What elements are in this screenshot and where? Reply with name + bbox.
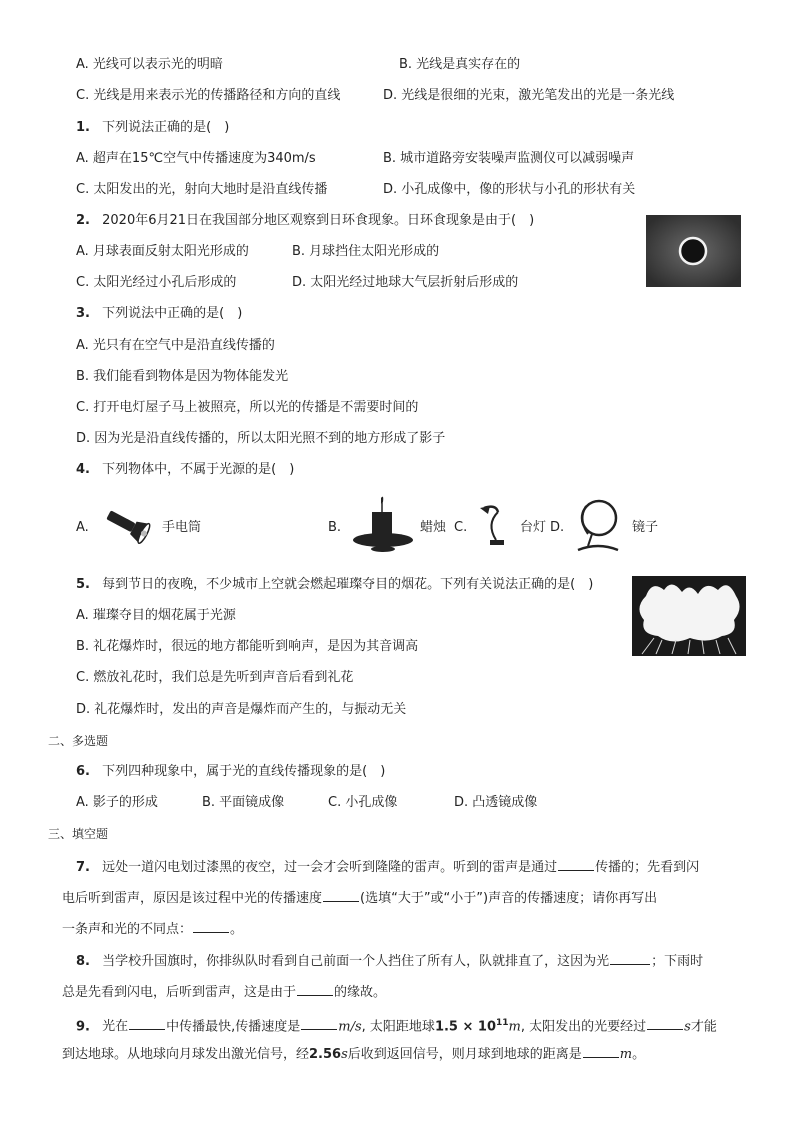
q9-text-2a: 到达地球。从地球向月球发出激光信号，经 xyxy=(62,1047,310,1062)
q0-option-b: B. 光线是真实存在的 xyxy=(399,57,521,72)
fireworks-image xyxy=(632,576,746,656)
q9-unit-seconds: s xyxy=(341,1047,348,1062)
q2-option-c: C. 太阳光经过小孔后形成的 xyxy=(76,275,237,290)
q2-option-a: A. 月球表面反射太阳光形成的 xyxy=(76,244,249,259)
flashlight-icon xyxy=(100,505,156,545)
q6-text: 下列四种现象中，属于光的直线传播现象的是( ) xyxy=(102,764,386,779)
q0-option-d: D. 光线是很细的光束，激光笔发出的光是一条光线 xyxy=(383,88,675,103)
q3-text: 下列说法中正确的是( ) xyxy=(102,306,243,321)
q4-number: 4. xyxy=(76,462,90,477)
q9-distance: 1.5 × 10 xyxy=(434,1019,497,1035)
q5-option-a: A. 璀璨夺目的烟花属于光源 xyxy=(76,608,236,623)
q4-option-c-text: 台灯 xyxy=(520,520,547,535)
q9-text-1c: , 太阳距地球 xyxy=(361,1019,435,1035)
q1-stem xyxy=(76,119,229,137)
q6-stem xyxy=(76,763,385,781)
q2-option-b: B. 月球挡住太阳光形成的 xyxy=(292,244,440,259)
q8-line-1 xyxy=(76,952,703,971)
q7-blank-3[interactable] xyxy=(193,920,229,933)
q9-unit-meters: m xyxy=(619,1047,633,1062)
q8-text-1a: 当学校升国旗时，你排纵队时看到自己前面一个人挡住了所有人，队就排直了，这因为光 xyxy=(102,954,610,969)
annular-eclipse-image xyxy=(646,215,741,287)
q8-line-2 xyxy=(62,983,386,1002)
q3-option-a: A. 光只有在空气中是沿直线传播的 xyxy=(76,338,275,353)
q7-text-2b: (选填“大于”或“小于”)声音的传播速度；请你再写出 xyxy=(360,891,658,906)
q9-line-1 xyxy=(76,1014,717,1036)
q9-line-2 xyxy=(62,1045,645,1064)
q7-text-1b: 传播的；先看到闪 xyxy=(595,860,700,875)
q7-line-1 xyxy=(76,858,699,877)
section-title-multiple-choice: 二、多选题 xyxy=(48,734,109,748)
q1-text: 下列说法正确的是( ) xyxy=(102,120,230,135)
q2-stem xyxy=(76,212,534,230)
q8-blank-2[interactable] xyxy=(297,983,333,996)
q1-option-c: C. 太阳发出的光，射向大地时是沿直线传播 xyxy=(76,182,328,197)
q3-option-d: D. 因为光是沿直线传播的，所以太阳光照不到的地方形成了影子 xyxy=(76,431,446,446)
q0-option-a: A. 光线可以表示光的明暗 xyxy=(76,57,223,72)
q6-number: 6. xyxy=(76,764,90,779)
q3-number: 3. xyxy=(76,306,90,321)
q8-text-2b: 的缘故。 xyxy=(334,985,387,1000)
q6-option-c: C. 小孔成像 xyxy=(328,795,398,810)
q9-blank-3[interactable] xyxy=(647,1017,683,1030)
q5-option-c: C. 燃放礼花时，我们总是先听到声音后看到礼花 xyxy=(76,670,354,685)
q1-option-d: D. 小孔成像中，像的形状与小孔的形状有关 xyxy=(383,182,636,197)
mirror-icon xyxy=(572,496,624,556)
q9-text-1e: 才能 xyxy=(690,1019,717,1035)
q4-option-b-text: 蜡烛 xyxy=(420,520,447,535)
q6-option-d: D. 凸透镜成像 xyxy=(454,795,538,810)
q1-option-a: A. 超声在15℃空气中传播速度为340m/s xyxy=(76,151,316,166)
q6-option-a: A. 影子的形成 xyxy=(76,795,158,810)
q9-distance-exponent: 11 xyxy=(496,1018,509,1028)
q7-number: 7. xyxy=(76,860,90,875)
q5-number: 5. xyxy=(76,577,90,592)
q9-blank-2[interactable] xyxy=(301,1017,337,1030)
q4-option-a-text: 手电筒 xyxy=(162,520,202,535)
q2-option-d: D. 太阳光经过地球大气层折射后形成的 xyxy=(292,275,519,290)
q9-text-1b: 中传播最快,传播速度是 xyxy=(166,1019,301,1035)
q2-text: 2020年6月21日在我国部分地区观察到日环食现象。日环食现象是由于( ) xyxy=(102,213,535,228)
q5-option-d: D. 礼花爆炸时，发出的声音是爆炸而产生的，与振动无关 xyxy=(76,702,407,717)
q1-number: 1. xyxy=(76,120,90,135)
q4-option-c-letter: C. xyxy=(454,520,468,535)
candle-icon xyxy=(350,494,416,554)
q4-option-b-letter: B. xyxy=(328,520,342,535)
q7-line-3 xyxy=(62,920,243,939)
q7-line-2 xyxy=(62,889,657,908)
q8-number: 8. xyxy=(76,954,90,969)
q4-stem xyxy=(76,461,294,479)
q1-option-b: B. 城市道路旁安装噪声监测仪可以减弱噪声 xyxy=(383,151,635,166)
q3-option-b: B. 我们能看到物体是因为物体能发光 xyxy=(76,369,289,384)
section-title-fill-in: 三、填空题 xyxy=(48,827,109,841)
q4-option-d-letter: D. xyxy=(550,520,565,535)
q2-number: 2. xyxy=(76,213,90,228)
q9-text-2b: 后收到返回信号，则月球到地球的距离是 xyxy=(347,1047,582,1062)
q6-option-b: B. 平面镜成像 xyxy=(202,795,285,810)
q9-blank-4[interactable] xyxy=(583,1045,619,1058)
q4-option-a-letter: A. xyxy=(76,520,89,535)
q8-text-2a: 总是先看到闪电，后听到雷声，这是由于 xyxy=(62,985,297,1000)
q5-text: 每到节日的夜晚，不少城市上空就会燃起璀璨夺目的烟花。下列有关说法正确的是( ) xyxy=(102,577,594,592)
q7-blank-2[interactable] xyxy=(323,889,359,902)
q9-time-value: 2.56 xyxy=(309,1047,342,1062)
q8-text-1b: ；下雨时 xyxy=(651,954,704,969)
q9-unit-distance: m xyxy=(508,1019,521,1035)
q3-option-c: C. 打开电灯屋子马上被照亮，所以光的传播是不需要时间的 xyxy=(76,400,419,415)
q3-stem xyxy=(76,305,242,323)
desk-lamp-icon xyxy=(476,502,516,548)
q5-stem xyxy=(76,576,593,594)
q9-text-2c: 。 xyxy=(632,1047,646,1062)
q7-text-3b: 。 xyxy=(230,922,244,937)
q4-text: 下列物体中，不属于光源的是( ) xyxy=(102,462,295,477)
q9-text-1a: 光在 xyxy=(102,1019,129,1035)
q4-option-d-text: 镜子 xyxy=(632,520,659,535)
q9-text-1d: , 太阳发出的光要经过 xyxy=(520,1019,647,1035)
q7-blank-1[interactable] xyxy=(558,858,594,871)
q0-option-c: C. 光线是用来表示光的传播路径和方向的直线 xyxy=(76,88,341,103)
q7-text-3a: 一条声和光的不同点： xyxy=(62,922,193,937)
q7-text-1a: 远处一道闪电划过漆黑的夜空，过一会才会听到隆隆的雷声。听到的雷声是通过 xyxy=(102,860,558,875)
q7-text-2a: 电后听到雷声，原因是该过程中光的传播速度 xyxy=(62,891,323,906)
q9-blank-1[interactable] xyxy=(129,1017,165,1030)
q9-unit-speed: m/s xyxy=(338,1019,362,1035)
q8-blank-1[interactable] xyxy=(610,952,650,965)
q9-unit-time: s xyxy=(684,1019,691,1035)
q9-number: 9. xyxy=(76,1019,90,1035)
q5-option-b: B. 礼花爆炸时，很远的地方都能听到响声，是因为其音调高 xyxy=(76,639,419,654)
